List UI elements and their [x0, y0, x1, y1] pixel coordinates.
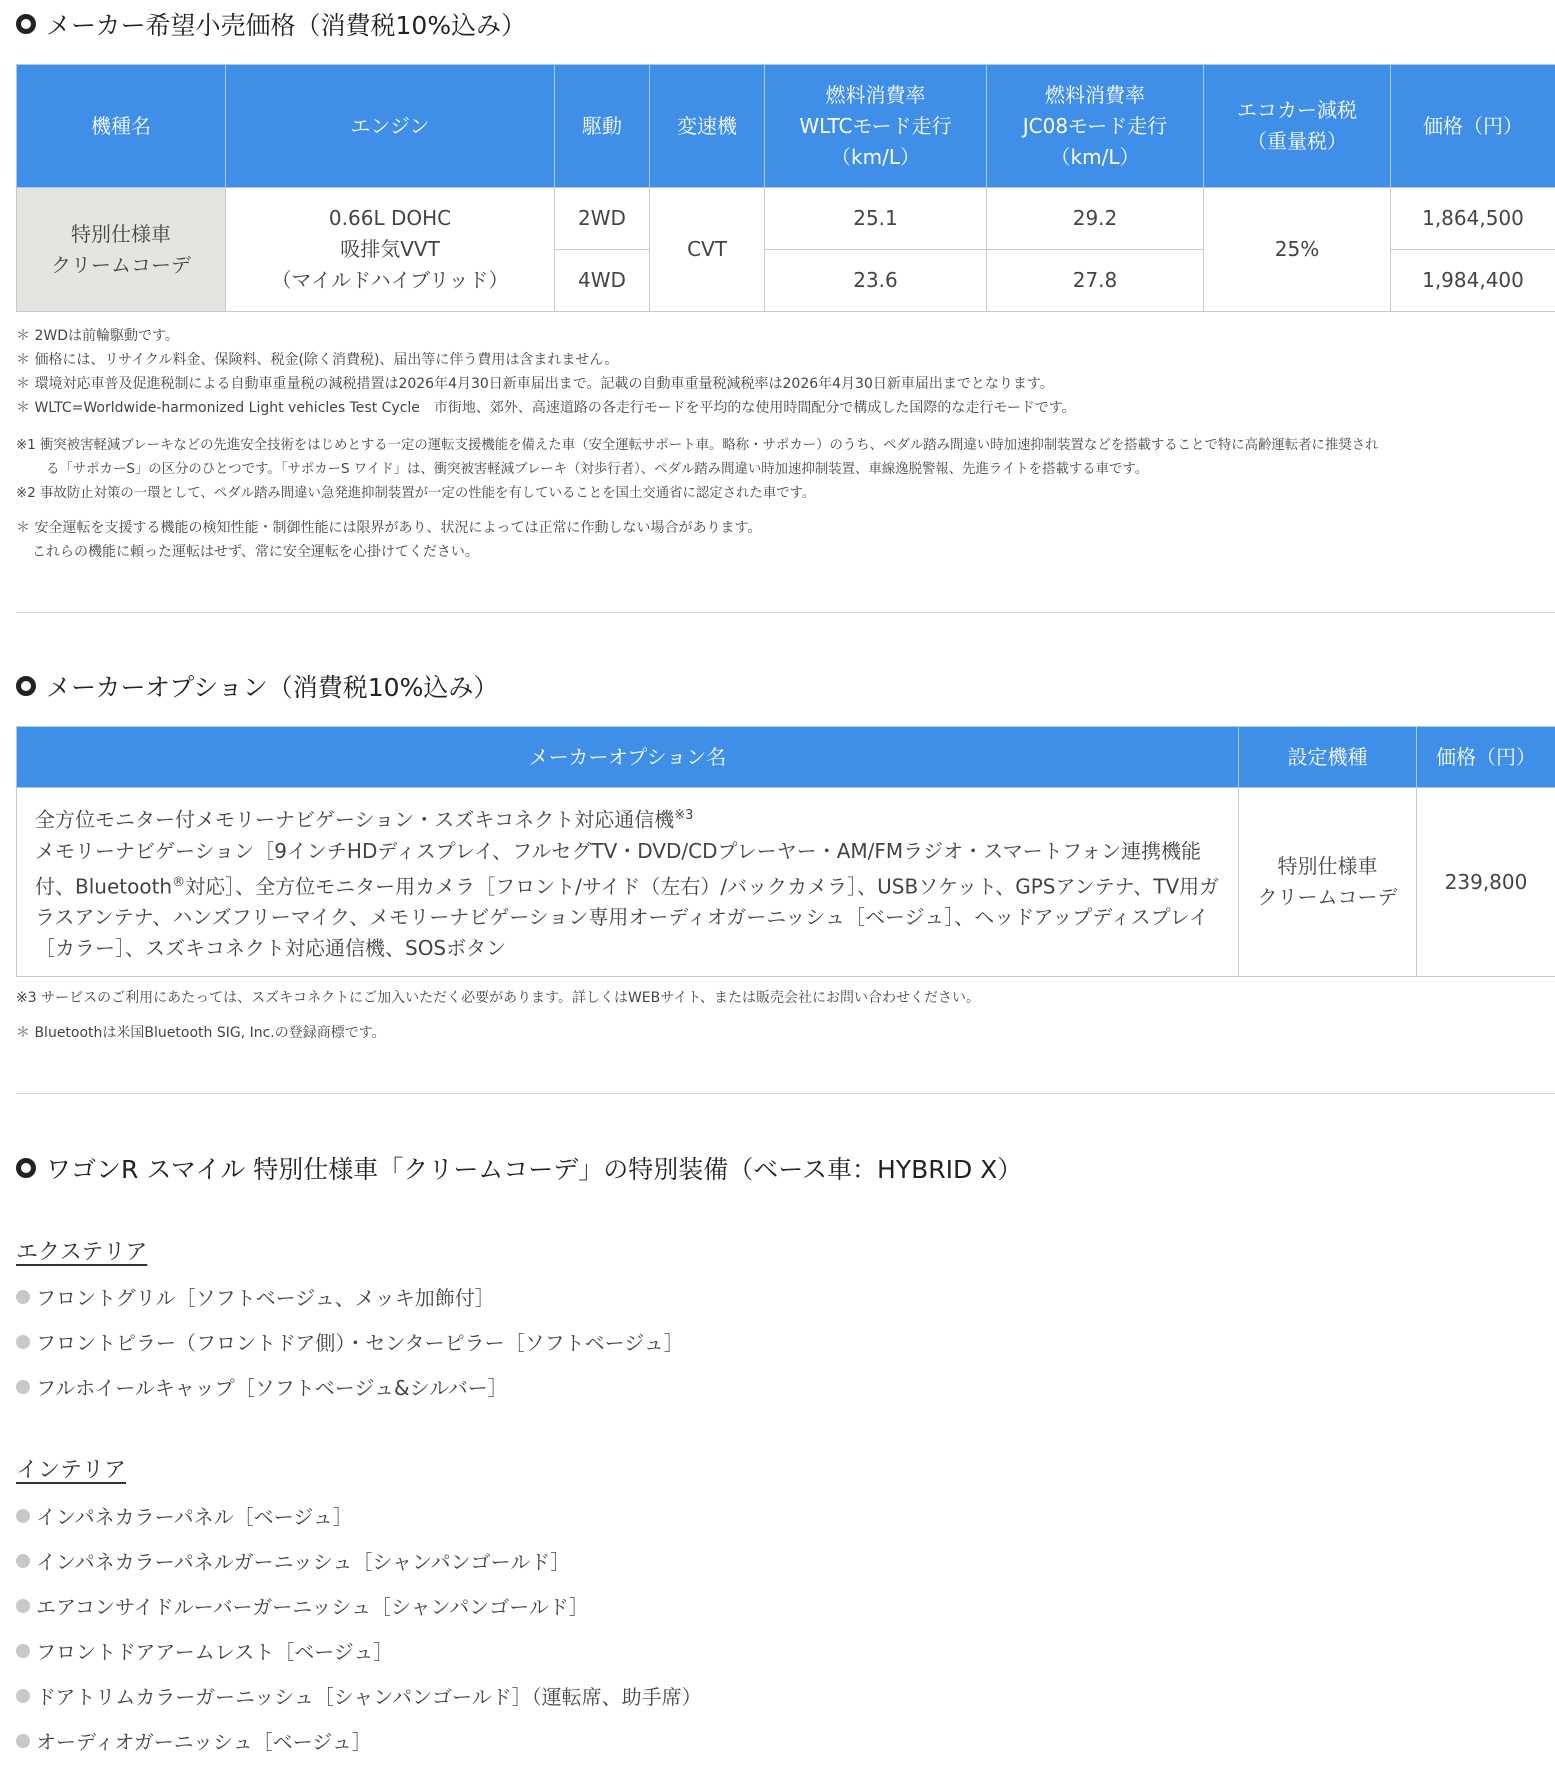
bullet-dot-icon: [16, 1734, 30, 1748]
option-description-cell: [17, 788, 1239, 977]
list-item: フルホイールキャップ［ソフトベージュ&シルバー］: [16, 1364, 684, 1409]
table-row: [17, 188, 1555, 250]
price-section-title-text: メーカー希望小売価格（消費税10%込み）: [46, 11, 527, 40]
header-option-price: 価格（円）: [1417, 727, 1555, 788]
bullet-dot-icon: [16, 1689, 30, 1703]
price-cell: 1,864,500: [1391, 188, 1555, 250]
circle-bullet-icon: [16, 14, 36, 34]
interior-list: [16, 1493, 702, 1763]
header-price: 価格（円）: [1391, 65, 1555, 188]
price-cell: 1,984,400: [1391, 250, 1555, 312]
bullet-dot-icon: [16, 1380, 30, 1394]
exterior-list: [16, 1274, 684, 1409]
divider: [16, 612, 1555, 613]
header-drive: 駆動: [555, 65, 650, 188]
note: ※1 衝突被害軽減ブレーキなどの先進安全技術をはじめとする一定の運転支援機能を備えた車（安全運転サポート車。略称・サポカー）のうち、ペダル踏み間違い時加速抑制装置などを搭載することで特に高齢運転者に推奨され: [16, 438, 1379, 453]
note: ※3 サービスのご利用にあたっては、スズキコネクトにご加入いただく必要があります。詳しくはWEBサイト、または販売会社にお問い合わせください。: [16, 990, 981, 1006]
jc08-cell: 29.2: [987, 188, 1204, 250]
header-model: 機種名: [17, 65, 226, 188]
bullet-dot-icon: [16, 1644, 30, 1658]
list-item: インパネカラーパネルガーニッシュ［シャンパンゴールド］: [16, 1538, 702, 1583]
exterior-heading: エクステリア: [16, 1240, 148, 1265]
header-wltc: 燃料消費率 WLTCモード走行 （km/L）: [765, 65, 987, 188]
circle-bullet-icon: [16, 676, 36, 696]
price-table-header-row: [17, 65, 1555, 188]
header-option-name: メーカーオプション名: [17, 727, 1239, 788]
eco-tax-cell: 25%: [1204, 188, 1391, 312]
list-item: エアコンサイドルーバーガーニッシュ［シャンパンゴールド］: [16, 1583, 702, 1628]
note: これらの機能に頼った運転はせず、常に安全運転を心掛けてください。: [32, 544, 479, 560]
bullet-dot-icon: [16, 1599, 30, 1613]
circle-bullet-icon: [16, 1158, 36, 1178]
options-section-title: [16, 668, 498, 704]
options-table: [16, 726, 1555, 977]
list-item: フロントピラー（フロントドア側）・センターピラー［ソフトベージュ］: [16, 1319, 684, 1364]
option-detail: メモリーナビゲーション［9インチHDディスプレイ、フルセグTV・DVD/CDプレーヤー・AM/FMラジオ・スマートフォン連携機能付、Bluetooth®対応］、全方位モニター用カメラ［フロント/サイド（左右）/バックカメラ］、USBソケット、GPSアンテナ、TV用ガラスアンテナ、ハンズフリーマイク、メモリーナビゲーション専用オーディオガーニッシュ［ベージュ］、ヘッドアップディスプレイ［カラー］、スズキコネクト対応通信機、SOSボタン: [35, 838, 1220, 961]
note: ＊ WLTC=Worldwide-harmonized Light vehicles Test Cycle 市街地、郊外、高速道路の各走行モードを平均的な使用時間配分で構成した国際的な走行モードです。: [16, 400, 1076, 416]
wltc-cell: 23.6: [765, 250, 987, 312]
note: ＊ 2WDは前輪駆動です。: [16, 328, 179, 344]
note: ＊ 安全運転を支援する機能の検知性能・制御性能には限界があり、状況によっては正常に作動しない場合があります。: [16, 520, 762, 536]
table-row: [17, 788, 1555, 977]
reference-notes: [16, 434, 1379, 506]
price-notes: [16, 324, 1076, 420]
bullet-dot-icon: [16, 1509, 30, 1523]
equipment-section-title-text: ワゴンR スマイル 特別仕様車「クリームコーデ」の特別装備（ベース車：HYBRID X）: [46, 1155, 1023, 1184]
option-model-cell: 特別仕様車 クリームコーデ: [1239, 788, 1417, 977]
note: ＊ 環境対応車普及促進税制による自動車重量税の減税措置は2026年4月30日新車届出まで。記載の自動車重量税減税率は2026年4月30日新車届出までとなります。: [16, 376, 1054, 392]
interior-heading: インテリア: [16, 1458, 127, 1483]
header-jc08: 燃料消費率 JC08モード走行 （km/L）: [987, 65, 1204, 188]
wltc-cell: 25.1: [765, 188, 987, 250]
options-table-header-row: [17, 727, 1555, 788]
divider: [16, 1093, 1555, 1094]
transmission-cell: CVT: [650, 188, 765, 312]
note: る「サポカーS」の区分のひとつです。「サポカーS ワイド」は、衝突被害軽減ブレーキ（対歩行者）、ペダル踏み間違い時加速抑制装置、車線逸脱警報、先進ライトを搭載する車です。: [46, 462, 1149, 477]
options-notes: [16, 986, 980, 1045]
header-eco-tax: エコカー減税 （重量税）: [1204, 65, 1391, 188]
option-price-cell: 239,800: [1417, 788, 1555, 977]
list-item: フロントドアアームレスト［ベージュ］: [16, 1628, 702, 1673]
jc08-cell: 27.8: [987, 250, 1204, 312]
list-item: インパネカラーパネル［ベージュ］: [16, 1493, 702, 1538]
options-section-title-text: メーカーオプション（消費税10%込み）: [46, 673, 499, 702]
note: ＊ Bluetoothは米国Bluetooth SIG, Inc.の登録商標です。: [16, 1025, 386, 1041]
header-engine: エンジン: [226, 65, 555, 188]
price-table: [16, 64, 1555, 312]
header-transmission: 変速機: [650, 65, 765, 188]
model-cell: 特別仕様車 クリームコーデ: [17, 188, 226, 312]
list-item: ドアトリムカラーガーニッシュ［シャンパンゴールド］（運転席、助手席）: [16, 1673, 702, 1718]
bullet-dot-icon: [16, 1554, 30, 1568]
price-section-title: [16, 6, 526, 42]
safety-notes: [16, 516, 761, 564]
list-item: フロントグリル［ソフトベージュ、メッキ加飾付］: [16, 1274, 684, 1319]
bullet-dot-icon: [16, 1290, 30, 1304]
engine-cell: 0.66L DOHC 吸排気VVT （マイルドハイブリッド）: [226, 188, 555, 312]
list-item: オーディオガーニッシュ［ベージュ］: [16, 1718, 702, 1763]
note: ＊ 価格には、リサイクル料金、保険料、税金(除く消費税)、届出等に伴う費用は含まれません。: [16, 352, 619, 368]
header-option-model: 設定機種: [1239, 727, 1417, 788]
bullet-dot-icon: [16, 1335, 30, 1349]
drive-cell: 4WD: [555, 250, 650, 312]
drive-cell: 2WD: [555, 188, 650, 250]
option-title: 全方位モニター付メモリーナビゲーション・スズキコネクト対応通信機$^{※3}$: [35, 807, 694, 832]
equipment-section-title: [16, 1150, 1022, 1186]
note: ※2 事故防止対策の一環として、ペダル踏み間違い急発進抑制装置が一定の性能を有していることを国土交通省に認定された車です。: [16, 486, 816, 501]
